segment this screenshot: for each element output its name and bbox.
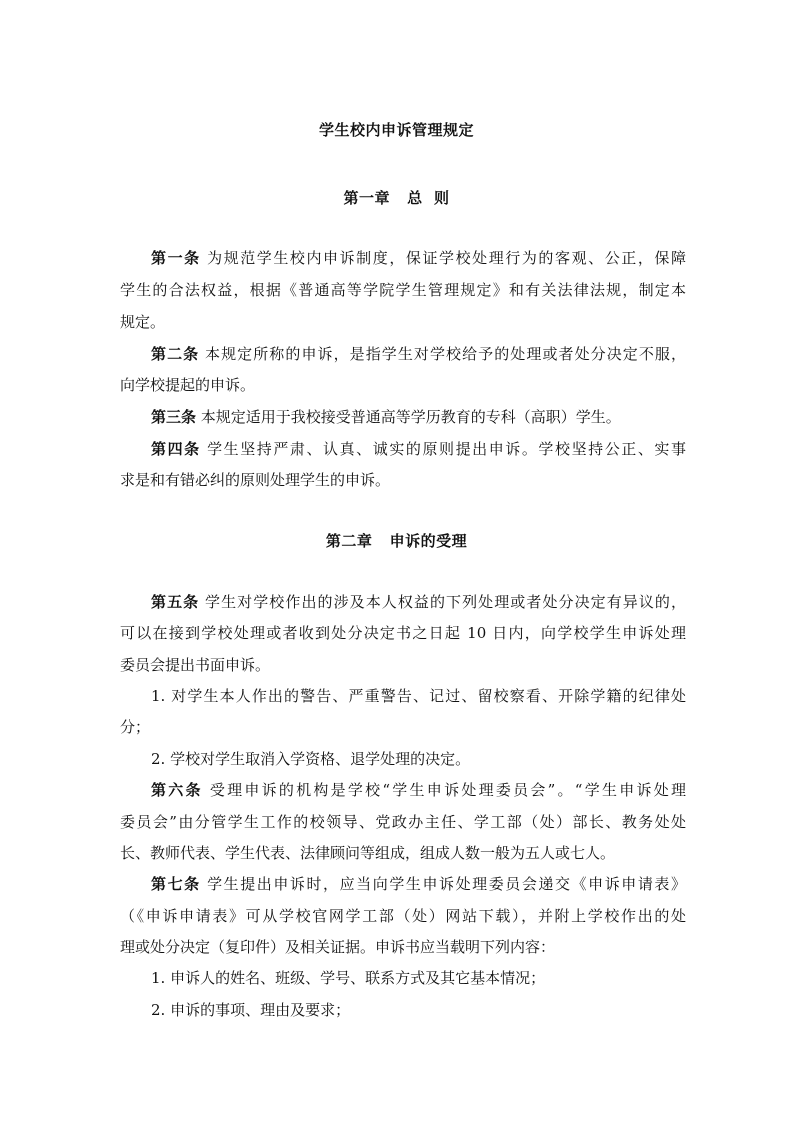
article-6-line-3: 长、教师代表、学生代表、法律顾问等组成，组成人数一般为五人或七人。 [120,844,616,862]
article-2-line-1: 第二条 本规定所称的申诉，是指学生对学校给予的处理或者处分决定不服， [151,345,686,363]
chapter-1-heading: 第一章 总 则 [343,189,450,207]
article-2-line-2: 向学校提起的申诉。 [120,376,256,394]
article-7-line-1: 第七条 学生提出申诉时，应当向学生申诉处理委员会递交《申诉申请表》 [151,875,686,893]
article-6-line-2: 委员会”由分管学生工作的校领导、党政办主任、学工部（处）部长、教务处处 [120,813,686,831]
article-3-line-1: 第三条 本规定适用于我校接受普通高等学历教育的专科（高职）学生。 [151,408,621,426]
article-1-line-2: 学生的合法权益，根据《普通高等学院学生管理规定》和有关法律法规，制定本 [120,281,686,299]
article-4-line-1: 第四条 学生坚持严肃、认真、诚实的原则提出申诉。学校坚持公正、实事 [151,440,686,458]
document-title: 学生校内申诉管理规定 [318,121,474,139]
article-4-line-2: 求是和有错必纠的原则处理学生的申诉。 [120,471,391,489]
article-7-item-1: 1. 申诉人的姓名、班级、学号、联系方式及其它基本情况； [151,969,546,987]
article-5-line-2: 可以在接到学校处理或者收到处分决定书之日起 10 日内，向学校学生申诉处理 [120,624,686,642]
article-5-line-3: 委员会提出书面申诉。 [120,656,271,674]
article-5-item-2: 2. 学校对学生取消入学资格、退学处理的决定。 [151,750,471,768]
article-7-line-2: （《申诉申请表》可从学校官网学工部（处）网站下载），并附上学校作出的处 [120,907,686,925]
article-1-label: 第一条 [151,249,201,267]
chapter-2-heading: 第二章 申诉的受理 [325,532,468,550]
article-4-label: 第四条 [151,440,201,458]
article-7-line-3: 理或处分决定（复印件）及相关证据。申诉书应当载明下列内容： [120,938,556,956]
article-7-item-2: 2. 申诉的事项、理由及要求； [151,1001,351,1019]
article-3-label: 第三条 [151,408,197,426]
article-6-line-1: 第六条 受理申诉的机构是学校“学生申诉处理委员会”。“学生申诉处理 [151,781,686,799]
article-5-item-1-line-2: 分； [120,718,151,736]
article-2-label: 第二条 [151,345,200,363]
article-1-line-1: 第一条 为规范学生校内申诉制度，保证学校处理行为的客观、公正，保障 [151,249,686,267]
article-5-line-1: 第五条 学生对学校作出的涉及本人权益的下列处理或者处分决定有异议的， [151,593,686,611]
article-5-item-1-line-1: 1. 对学生本人作出的警告、严重警告、记过、留校察看、开除学籍的纪律处 [151,687,686,705]
article-1-line-3: 规定。 [120,313,166,331]
article-6-label: 第六条 [151,781,203,799]
article-7-label: 第七条 [151,875,201,893]
article-5-label: 第五条 [151,593,200,611]
